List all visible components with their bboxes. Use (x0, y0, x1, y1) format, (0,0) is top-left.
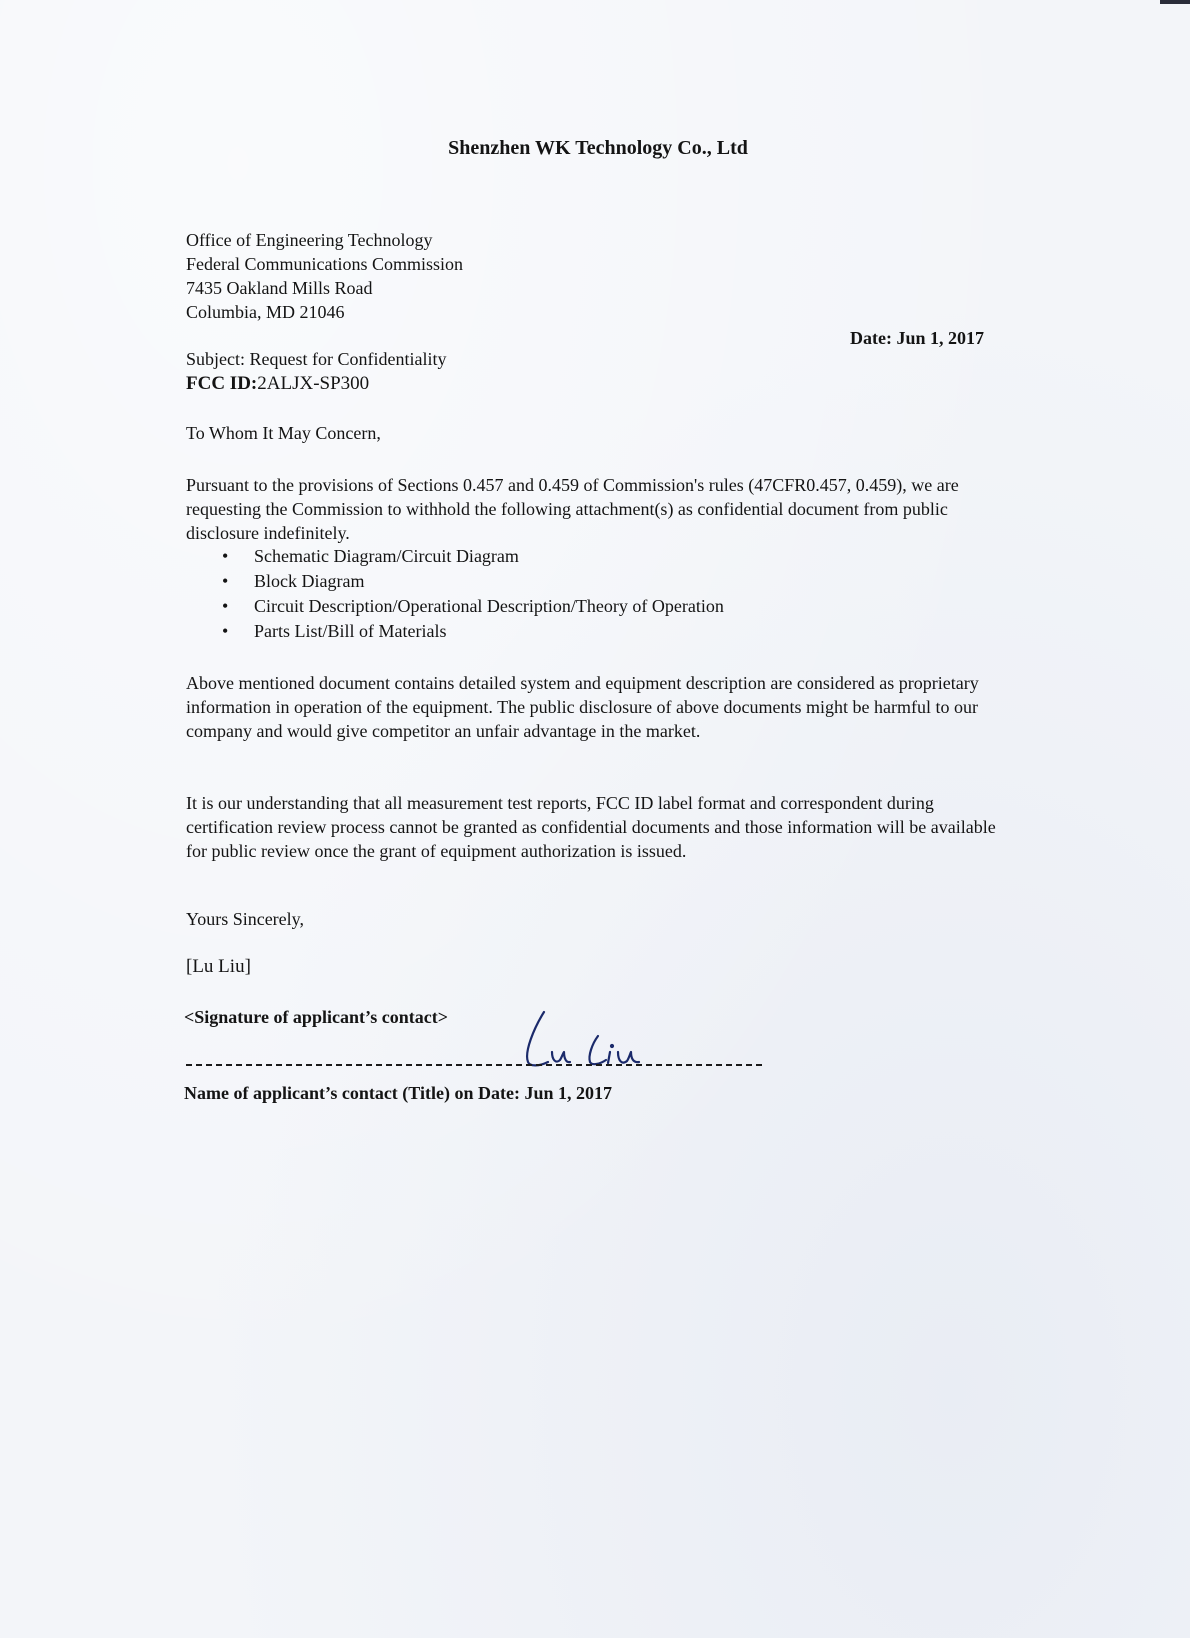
bullet-icon: • (222, 571, 229, 591)
signature-line (186, 1064, 762, 1066)
list-item-text: Circuit Description/Operational Description/Theory of Operation (254, 596, 724, 616)
signature-label: <Signature of applicant’s contact> (184, 1007, 449, 1027)
list-item-text: Block Diagram (254, 571, 365, 591)
scan-edge-mark (1160, 0, 1190, 4)
body-paragraph-2: Above mentioned document contains detailed system and equipment description are considered as proprietary information in operation of the equipment. The public disclosure of above documents might be harmful to our company and would give competitor an unfair advantage in the market. (186, 673, 979, 741)
fcc-id-label: FCC ID: (186, 373, 258, 394)
letter-date: Date: Jun 1, 2017 (850, 328, 984, 348)
bullet-icon: • (222, 621, 229, 641)
recipient-line-2: Federal Communications Commission (186, 254, 463, 274)
recipient-line-1: Office of Engineering Technology (186, 230, 433, 250)
closing: Yours Sincerely, (186, 909, 305, 929)
body-paragraph-3: It is our understanding that all measurement test reports, FCC ID label format and correspondent during certification review process cannot be granted as confidential documents and those information will be available for public review once the grant of equipment authorization is issued. (186, 793, 996, 861)
company-name: Shenzhen WK Technology Co., Ltd (448, 137, 748, 159)
greeting: To Whom It May Concern, (186, 423, 381, 443)
signer-name: [Lu Liu] (186, 956, 251, 977)
recipient-line-4: Columbia, MD 21046 (186, 302, 345, 322)
list-item-text: Schematic Diagram/Circuit Diagram (254, 546, 519, 566)
list-item (222, 619, 724, 644)
recipient-line-3: 7435 Oakland Mills Road (186, 278, 373, 298)
bullet-icon: • (222, 546, 229, 566)
attachment-list (222, 544, 724, 644)
subject-line: Subject: Request for Confidentiality (186, 349, 447, 369)
recipient-address (186, 228, 463, 324)
list-item-text: Parts List/Bill of Materials (254, 621, 447, 641)
list-item (222, 544, 724, 569)
list-item (222, 594, 724, 619)
bullet-icon: • (222, 596, 229, 616)
list-item (222, 569, 724, 594)
body-paragraph-1: Pursuant to the provisions of Sections 0.457 and 0.459 of Commission's rules (47CFR0.457, 0.459), we are requesting the Commission to withhold the following attachment(s) as confidential document from public disclosure indefinitely. (186, 475, 959, 543)
fcc-id-line (186, 373, 369, 395)
applicant-name-date: Name of applicant’s contact (Title) on Date: Jun 1, 2017 (184, 1083, 612, 1103)
fcc-id-value: 2ALJX-SP300 (257, 373, 370, 394)
